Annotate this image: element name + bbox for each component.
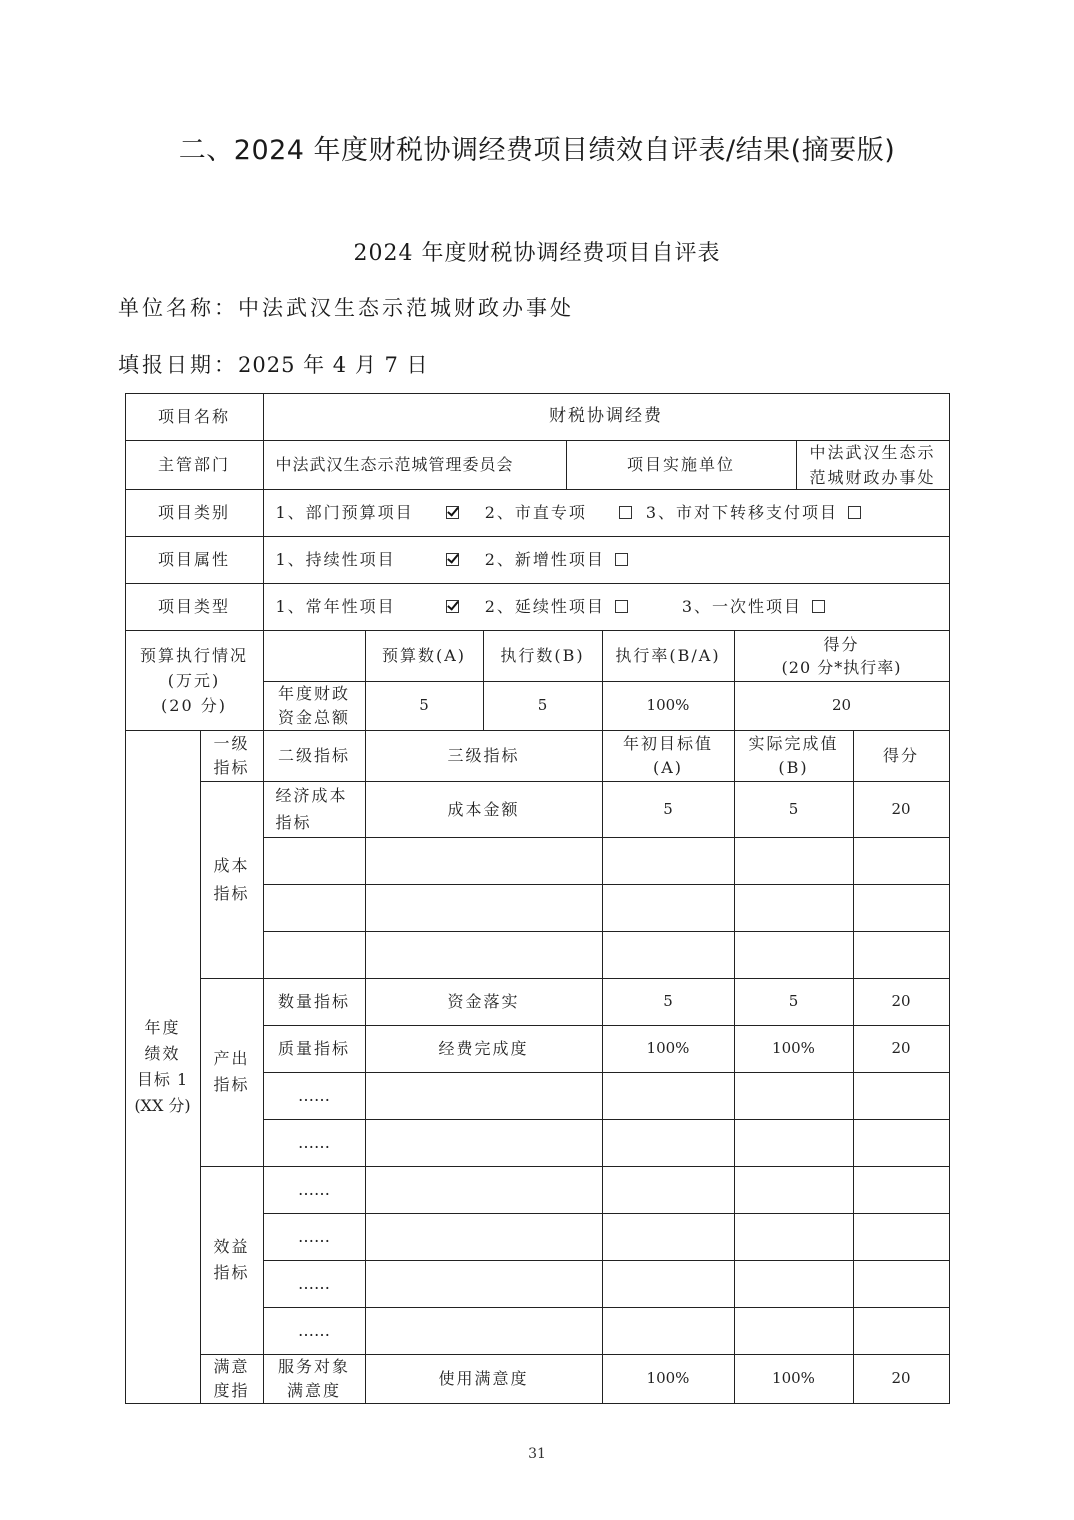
unit-value: 中法武汉生态示范城财政办事处 <box>238 296 574 320</box>
benefit-group-label <box>200 1166 264 1355</box>
empty-cell <box>734 1119 854 1167</box>
empty-cell <box>853 1166 950 1214</box>
cost-row-target: 5 <box>602 781 735 838</box>
date-value: 2025 年 4 月 7 日 <box>238 353 429 377</box>
empty-cell <box>853 1119 950 1167</box>
header-level1-line2: 指标 <box>213 757 250 777</box>
empty-cell <box>602 837 735 885</box>
empty-cell <box>734 1213 854 1261</box>
empty-cell <box>365 1307 603 1355</box>
benefit-label-line2: 指标 <box>213 1263 250 1282</box>
satisfaction-label-line1: 满意 <box>213 1356 250 1376</box>
department-value: 中法武汉生态示范城管理委员会 <box>263 440 567 490</box>
cost-row-score: 20 <box>853 781 950 838</box>
header-target <box>602 730 735 782</box>
empty-cell <box>365 931 603 979</box>
impl-unit-value-line1: 中法武汉生态示 <box>809 442 936 462</box>
checkbox-checked-icon[interactable] <box>446 600 459 613</box>
output-row-actual: 5 <box>734 978 854 1026</box>
checkbox-empty-icon[interactable] <box>848 506 861 519</box>
satisfaction-group-label <box>200 1354 264 1404</box>
budget-col-budget: 预算数(A) <box>365 630 484 682</box>
date-label: 填报日期： <box>118 353 238 377</box>
empty-cell <box>602 884 735 932</box>
empty-cell <box>853 884 950 932</box>
empty-cell <box>734 1307 854 1355</box>
budget-label-line3: (20 分) <box>161 695 227 715</box>
goal-label-line1: 年度 <box>144 1017 181 1037</box>
type-label: 项目类型 <box>125 583 264 631</box>
header-level2: 二级指标 <box>263 730 366 782</box>
header-level1-line1: 一级 <box>213 733 250 753</box>
budget-row-label-line2: 资金总额 <box>277 707 350 727</box>
header-target-line1: 年初目标值 <box>622 733 713 753</box>
checkbox-empty-icon[interactable] <box>619 506 632 519</box>
goal-label <box>125 730 201 1404</box>
cost-label-line2: 指标 <box>213 883 250 903</box>
type-options <box>263 583 950 631</box>
budget-header-blank <box>263 630 366 682</box>
budget-value: 5 <box>365 681 484 731</box>
output-row-level3: 经费完成度 <box>365 1025 603 1073</box>
empty-cell <box>602 931 735 979</box>
empty-cell <box>853 1072 950 1120</box>
type-option-3: 3、一次性项目 <box>681 597 803 616</box>
output-group-label <box>200 978 264 1167</box>
cost-level2-line2: 指标 <box>275 812 312 832</box>
empty-cell <box>734 931 854 979</box>
cost-group-label <box>200 781 264 979</box>
empty-cell <box>734 1166 854 1214</box>
rate-value: 100% <box>602 681 735 731</box>
checkbox-empty-icon[interactable] <box>812 600 825 613</box>
empty-cell <box>365 1260 603 1308</box>
cost-row-actual: 5 <box>734 781 854 838</box>
benefit-row-ellipsis: …… <box>263 1307 366 1355</box>
page-number: 31 <box>528 1446 546 1462</box>
attribute-options <box>263 536 950 584</box>
budget-score-value: 20 <box>734 681 950 731</box>
output-label-line2: 指标 <box>213 1075 250 1094</box>
form-title: 2024 年度财税协调经费项目自评表 <box>353 241 721 266</box>
empty-cell <box>602 1260 735 1308</box>
benefit-row-ellipsis: …… <box>263 1213 366 1261</box>
output-row-level2: 质量指标 <box>263 1025 366 1073</box>
attribute-label: 项目属性 <box>125 536 264 584</box>
header-target-line2: (A) <box>652 757 684 777</box>
cost-level2-line1: 经济成本 <box>275 785 348 805</box>
output-label-line1: 产出 <box>213 1049 250 1068</box>
empty-cell <box>263 884 366 932</box>
satisfaction-row-actual: 100% <box>734 1354 854 1404</box>
empty-cell <box>365 1072 603 1120</box>
benefit-row-ellipsis: …… <box>263 1260 366 1308</box>
output-row-score: 20 <box>853 1025 950 1073</box>
empty-cell <box>853 1260 950 1308</box>
empty-cell <box>365 837 603 885</box>
goal-label-line4: (XX 分) <box>134 1095 191 1115</box>
satisfaction-level2-line2: 满意度 <box>286 1380 341 1400</box>
empty-cell <box>263 931 366 979</box>
empty-cell <box>365 1119 603 1167</box>
attribute-option-1: 1、持续性项目 <box>275 550 396 569</box>
goal-label-line2: 绩效 <box>144 1043 181 1063</box>
department-label: 主管部门 <box>125 440 264 490</box>
header-actual-line2: (B) <box>778 757 809 777</box>
output-row-ellipsis: …… <box>263 1119 366 1167</box>
budget-label-line1: 预算执行情况 <box>139 645 248 665</box>
empty-cell <box>365 884 603 932</box>
header-level1 <box>200 730 264 782</box>
budget-row-label-line1: 年度财政 <box>277 683 350 703</box>
cost-row-level3: 成本金额 <box>365 781 603 838</box>
output-row-target: 100% <box>602 1025 735 1073</box>
header-actual <box>734 730 854 782</box>
type-option-1: 1、常年性项目 <box>275 597 396 616</box>
exec-value: 5 <box>483 681 603 731</box>
satisfaction-row-score: 20 <box>853 1354 950 1404</box>
checkbox-checked-icon[interactable] <box>446 553 459 566</box>
budget-col-rate: 执行率(B/A) <box>602 630 735 682</box>
satisfaction-row-level2 <box>263 1354 366 1404</box>
attribute-option-2: 2、新增性项目 <box>484 550 605 569</box>
empty-cell <box>365 1166 603 1214</box>
cost-row-level2 <box>263 781 366 838</box>
category-options <box>263 489 950 537</box>
satisfaction-row-target: 100% <box>602 1354 735 1404</box>
output-row-actual: 100% <box>734 1025 854 1073</box>
unit-label: 单位名称： <box>118 296 238 320</box>
empty-cell <box>734 837 854 885</box>
fill-date <box>118 349 429 379</box>
header-level3: 三级指标 <box>365 730 603 782</box>
budget-col-score-line2: (20 分*执行率) <box>781 657 902 677</box>
empty-cell <box>263 837 366 885</box>
empty-cell <box>602 1213 735 1261</box>
header-actual-line1: 实际完成值 <box>748 733 839 753</box>
budget-label-line2: (万元) <box>167 670 221 690</box>
output-row-level2: 数量指标 <box>263 978 366 1026</box>
type-option-2: 2、延续性项目 <box>484 597 605 616</box>
header-score: 得分 <box>853 730 950 782</box>
budget-row-label <box>263 681 366 731</box>
checkbox-empty-icon[interactable] <box>615 600 628 613</box>
project-name-value: 财税协调经费 <box>263 393 950 441</box>
checkbox-empty-icon[interactable] <box>615 553 628 566</box>
empty-cell <box>853 1307 950 1355</box>
category-option-3: 3、市对下转移支付项目 <box>645 503 839 522</box>
empty-cell <box>365 1213 603 1261</box>
budget-col-exec: 执行数(B) <box>483 630 603 682</box>
budget-col-score <box>734 630 950 682</box>
checkbox-checked-icon[interactable] <box>446 506 459 519</box>
category-label: 项目类别 <box>125 489 264 537</box>
empty-cell <box>602 1119 735 1167</box>
budget-col-score-line1: 得分 <box>823 634 860 654</box>
category-option-1: 1、部门预算项目 <box>275 503 414 522</box>
empty-cell <box>602 1166 735 1214</box>
satisfaction-label-line2: 度指 <box>213 1380 250 1400</box>
empty-cell <box>853 931 950 979</box>
impl-unit-value <box>796 440 950 490</box>
output-row-level3: 资金落实 <box>365 978 603 1026</box>
project-name-label: 项目名称 <box>125 393 264 441</box>
section-heading: 二、2024 年度财税协调经费项目绩效自评表/结果(摘要版) <box>178 135 896 166</box>
satisfaction-level2-line1: 服务对象 <box>277 1356 350 1376</box>
benefit-row-ellipsis: …… <box>263 1166 366 1214</box>
cost-label-line1: 成本 <box>213 855 250 875</box>
unit-name <box>118 292 574 322</box>
empty-cell <box>602 1307 735 1355</box>
empty-cell <box>853 1213 950 1261</box>
category-option-2: 2、市直专项 <box>484 503 587 522</box>
benefit-label-line1: 效益 <box>213 1237 250 1256</box>
impl-unit-label: 项目实施单位 <box>566 440 797 490</box>
output-row-score: 20 <box>853 978 950 1026</box>
satisfaction-row-level3: 使用满意度 <box>365 1354 603 1404</box>
goal-label-line3: 目标 1 <box>136 1069 189 1089</box>
empty-cell <box>734 1072 854 1120</box>
output-row-ellipsis: …… <box>263 1072 366 1120</box>
empty-cell <box>734 884 854 932</box>
impl-unit-value-line2: 范城财政办事处 <box>809 467 936 487</box>
empty-cell <box>853 837 950 885</box>
empty-cell <box>602 1072 735 1120</box>
empty-cell <box>734 1260 854 1308</box>
output-row-target: 5 <box>602 978 735 1026</box>
budget-label <box>125 630 264 731</box>
